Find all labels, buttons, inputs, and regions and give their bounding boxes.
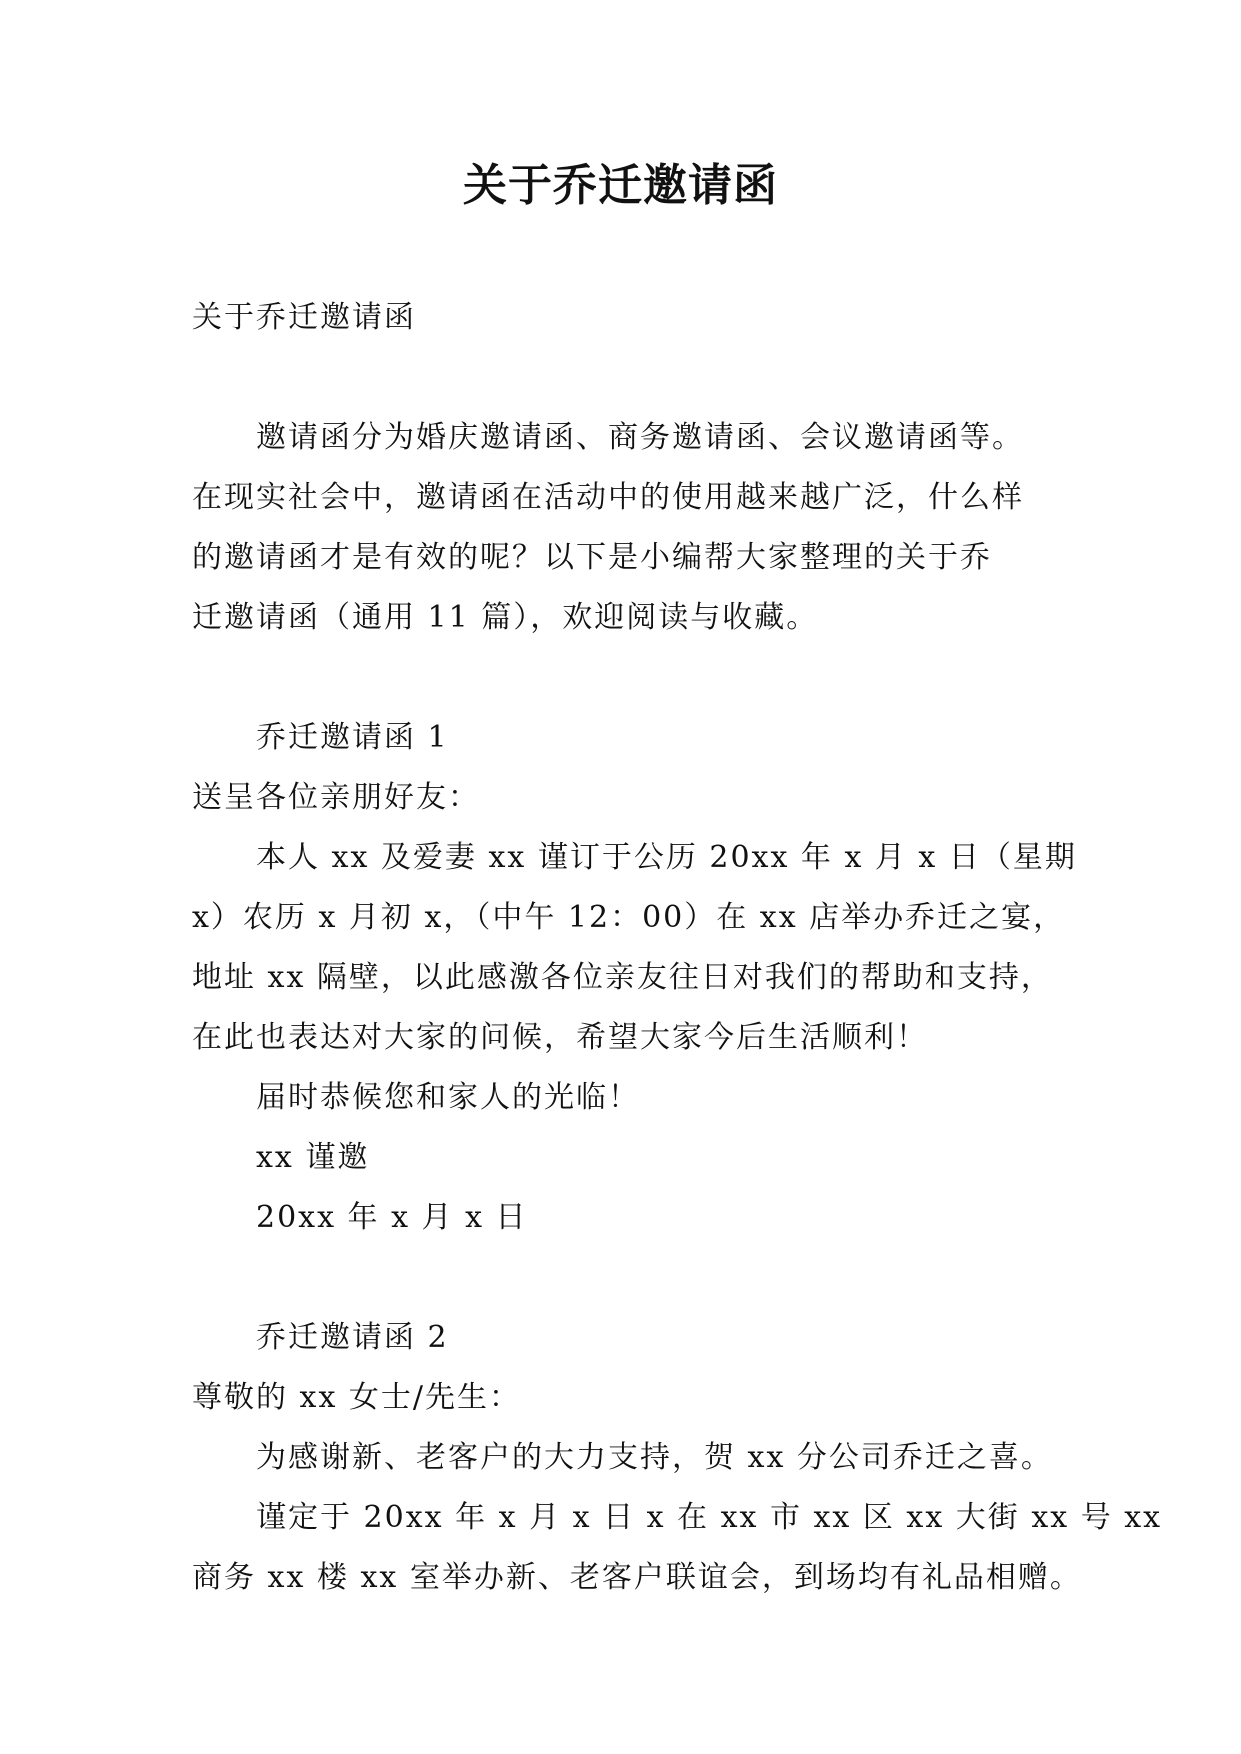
letter1-body-line: 本人 xx 及爱妻 xx 谨订于公历 20xx 年 x 月 x 日（星期 (256, 840, 1077, 875)
spacer (192, 648, 1072, 708)
letter1-body-line: 在此也表达对大家的问候，希望大家今后生活顺利！ (192, 1020, 928, 1055)
intro-line: 的邀请函才是有效的呢？以下是小编帮大家整理的关于乔 (192, 540, 992, 575)
intro-line: 迁邀请函（通用 11 篇），欢迎阅读与收藏。 (192, 600, 819, 635)
letter2-body-line: 谨定于 20xx 年 x 月 x 日 x 在 xx 市 xx 区 xx 大街 xx 号 xx (256, 1500, 1163, 1535)
letter1-heading: 乔迁邀请函 1 (256, 720, 449, 755)
intro-line: 邀请函分为婚庆邀请函、商务邀请函、会议邀请函等。 (256, 420, 1024, 455)
letter1-date: 20xx 年 x 月 x 日 (256, 1200, 528, 1235)
spacer (192, 348, 1072, 408)
letter1-salutation: 送呈各位亲朋好友： (192, 780, 480, 815)
letter1-body-line: x）农历 x 月初 x，（中午 12：00）在 xx 店举办乔迁之宴， (192, 900, 1066, 935)
document-body (192, 288, 1163, 1608)
letter1-closing: 届时恭候您和家人的光临！ (256, 1080, 640, 1115)
letter2-body-line: 商务 xx 楼 xx 室举办新、老客户联谊会，到场均有礼品相赠。 (192, 1560, 1082, 1595)
subtitle: 关于乔迁邀请函 (192, 300, 416, 335)
letter2-body-line: 为感谢新、老客户的大力支持，贺 xx 分公司乔迁之喜。 (256, 1440, 1053, 1475)
letter1-signature: xx 谨邀 (256, 1140, 370, 1175)
spacer (192, 1248, 1072, 1308)
intro-line: 在现实社会中，邀请函在活动中的使用越来越广泛，什么样 (192, 480, 1024, 515)
letter2-salutation: 尊敬的 xx 女士/先生： (192, 1380, 522, 1415)
letter2-heading: 乔迁邀请函 2 (256, 1320, 449, 1355)
document-title: 关于乔迁邀请函 (463, 160, 778, 211)
letter1-body-line: 地址 xx 隔壁，以此感激各位亲友往日对我们的帮助和支持， (192, 960, 1053, 995)
